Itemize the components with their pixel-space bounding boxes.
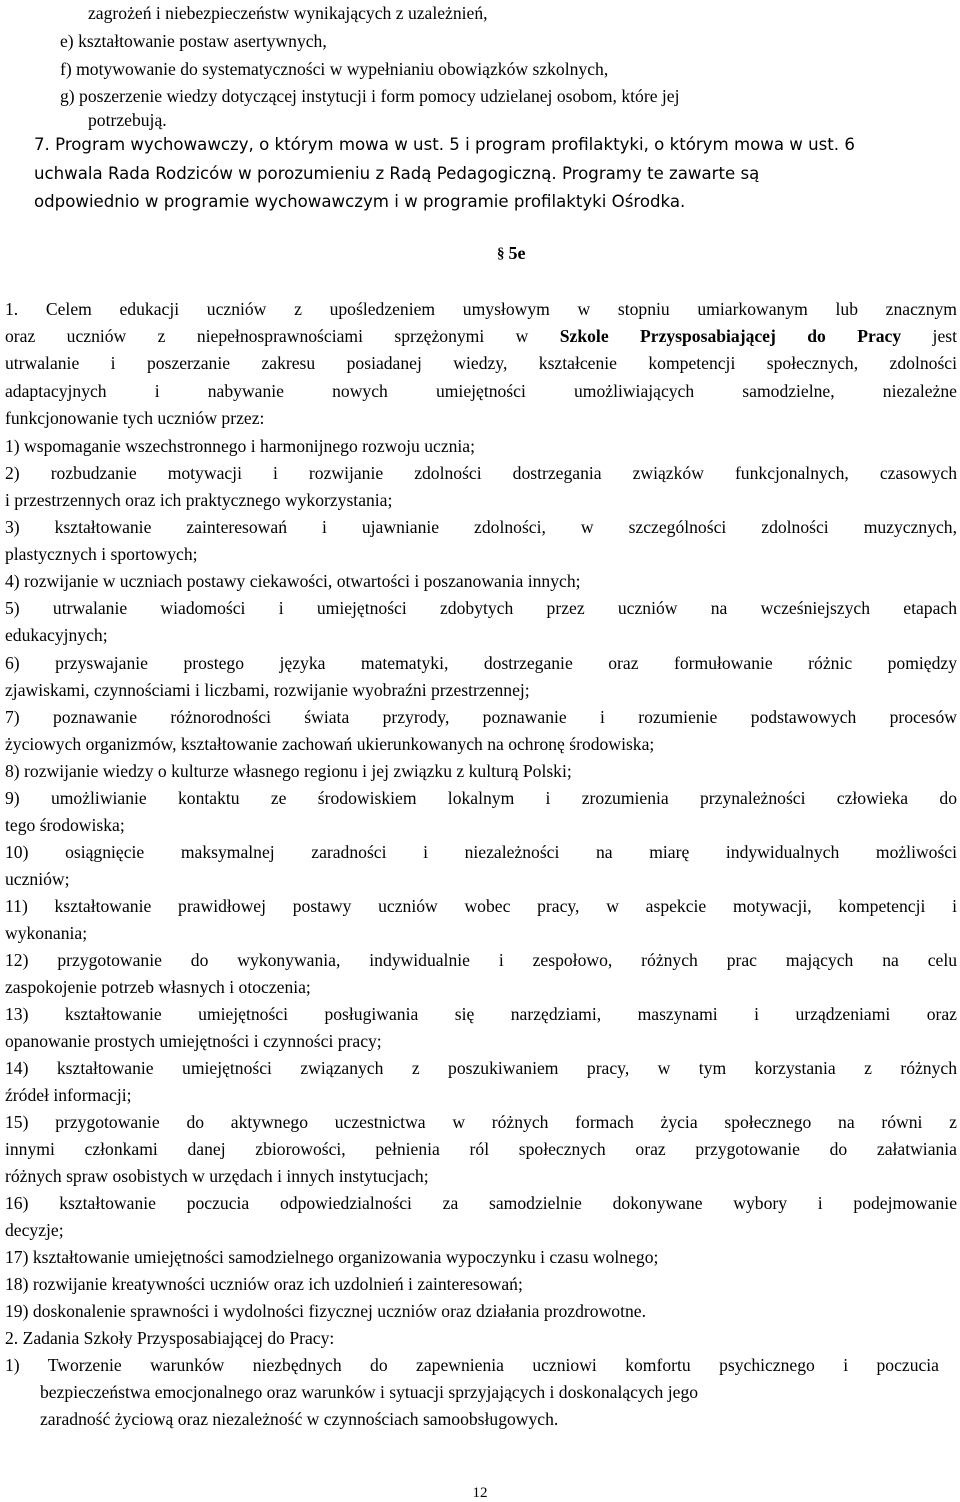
item-line: edukacyjnych; [5,625,108,645]
intro-line: 1. Celem edukacji uczniów z upośledzeniem umysłowym w stopniu umiarkowanym lub znacznym [5,299,957,319]
item-line: 18) rozwijanie kreatywności uczniów oraz ich uzdolnień i zainteresowań; [5,1274,523,1294]
item-line: 2) rozbudzanie motywacji i rozwijanie zdolności dostrzegania związków funkcjonalnych, czasowych [5,463,957,483]
list-line: f) motywowanie do systematyczności w wypełnianiu obowiązków szkolnych, [60,59,609,79]
item-line: 13) kształtowanie umiejętności posługiwania się narzędziami, maszynami i urządzeniami oraz [5,1004,957,1024]
section-heading [497,243,526,264]
item-line: tego środowiska; [5,815,125,835]
item-line: wykonania; [5,923,88,943]
item-line: 3) kształtowanie zainteresowań i ujawnianie zdolności, w szczególności zdolności muzycznych, [5,517,957,537]
intro-text: jest [901,326,957,346]
list-line: g) poszerzenie wiedzy dotyczącej instytucji i form pomocy udzielanej osobom, które jej [60,86,680,106]
item-line: 11) kształtowanie prawidłowej postawy uczniów wobec pracy, w aspekcie motywacji, kompetencji i [5,896,957,916]
item-line: 6) przyswajanie prostego języka matematyki, dostrzeganie oraz formułowanie różnic pomiędzy [5,653,957,673]
point7-line: uchwala Rada Rodziców w porozumieniu z Radą Pedagogiczną. Programy te zawarte są [34,164,760,183]
item-line: 19) doskonalenie sprawności i wydolności fizycznej uczniów oraz działania prozdrowotne. [5,1301,646,1321]
item-line: 1) wspomaganie wszechstronnego i harmonijnego rozwoju ucznia; [5,436,476,456]
item-line: 4) rozwijanie w uczniach postawy ciekawości, otwartości i poszanowania innych; [5,571,581,591]
item-line: 9) umożliwianie kontaktu ze środowiskiem lokalnym i zrozumienia przynależności człowieka do [5,788,957,808]
item-line: 17) kształtowanie umiejętności samodzielnego organizowania wypoczynku i czasu wolnego; [5,1247,659,1267]
intro-line [5,326,957,346]
section-symbol: § [497,246,505,262]
item-line: 15) przygotowanie do aktywnego uczestnictwa w różnych formach życia społecznego na równi z [5,1112,957,1132]
item-line: różnych spraw osobistych w urzędach i innych instytucjach; [5,1166,429,1186]
list-line: zagrożeń i niebezpieczeństw wynikających z uzależnień, [88,3,488,23]
item-line: zaspokojenie potrzeb własnych i otoczenia; [5,977,311,997]
school-name-bold: Szkole Przysposabiającej do Pracy [559,326,902,346]
item-line: 7) poznawanie różnorodności świata przyrody, poznawanie i rozumienie podstawowych procesów [5,707,957,727]
item-line: plastycznych i sportowych; [5,544,198,564]
item-line: decyzje; [5,1220,64,1240]
item-line: 5) utrwalanie wiadomości i umiejętności zdobytych przez uczniów na wcześniejszych etapach [5,598,957,618]
item-line: opanowanie prostych umiejętności i czynności pracy; [5,1031,382,1051]
point7-line: 7. Program wychowawczy, o którym mowa w ust. 5 i program profilaktyki, o którym mowa w ust. 6 [34,135,855,154]
item-line: 14) kształtowanie umiejętności związanych z poszukiwaniem pracy, w tym korzystania z różnych [5,1058,957,1078]
point2-item-line: bezpieczeństwa emocjonalnego oraz warunków i sytuacji sprzyjających i doskonalących jego [40,1382,699,1402]
intro-text: oraz uczniów z niepełnosprawnościami sprzężonymi w [5,326,560,346]
point2-item-line: 1) Tworzenie warunków niezbędnych do zapewnienia uczniowi komfortu psychicznego i poczucia [5,1355,939,1375]
section-number: 5e [508,243,526,263]
item-line: 10) osiągnięcie maksymalnej zaradności i niezależności na miarę indywidualnych możliwości [5,842,957,862]
point2-heading: 2. Zadania Szkoły Przysposabiającej do Pracy: [5,1328,335,1348]
item-line: innymi członkami danej zbiorowości, pełnienia ról społecznych oraz przygotowanie do załatwiania [5,1139,957,1159]
item-line: i przestrzennych oraz ich praktycznego wykorzystania; [5,490,393,510]
point2-item-line: zaradność życiową oraz niezależność w czynnościach samoobsługowych. [40,1409,559,1429]
intro-line: utrwalanie i poszerzanie zakresu posiadanej wiedzy, kształcenie kompetencji społecznych, zdolności [5,353,957,373]
intro-line: adaptacyjnych i nabywanie nowych umiejętności umożliwiających samodzielne, niezależne [5,381,957,401]
item-line: uczniów; [5,869,70,889]
page-number: 12 [472,1485,488,1501]
item-line: 12) przygotowanie do wykonywania, indywidualnie i zespołowo, różnych prac mających na celu [5,950,957,970]
item-line: życiowych organizmów, kształtowanie zachowań ukierunkowanych na ochronę środowiska; [5,734,655,754]
intro-line: funkcjonowanie tych uczniów przez: [5,408,265,428]
item-line: 16) kształtowanie poczucia odpowiedzialności za samodzielnie dokonywane wybory i podejmowanie [5,1193,957,1213]
list-line: e) kształtowanie postaw asertywnych, [60,31,327,51]
point7-line: odpowiednio w programie wychowawczym i w programie profilaktyki Ośrodka. [34,192,686,211]
list-line: potrzebują. [88,110,167,130]
item-line: źródeł informacji; [5,1085,132,1105]
item-line: 8) rozwijanie wiedzy o kulturze własnego regionu i jej związku z kulturą Polski; [5,761,572,781]
item-line: zjawiskami, czynnościami i liczbami, rozwijanie wyobraźni przestrzennej; [5,680,530,700]
